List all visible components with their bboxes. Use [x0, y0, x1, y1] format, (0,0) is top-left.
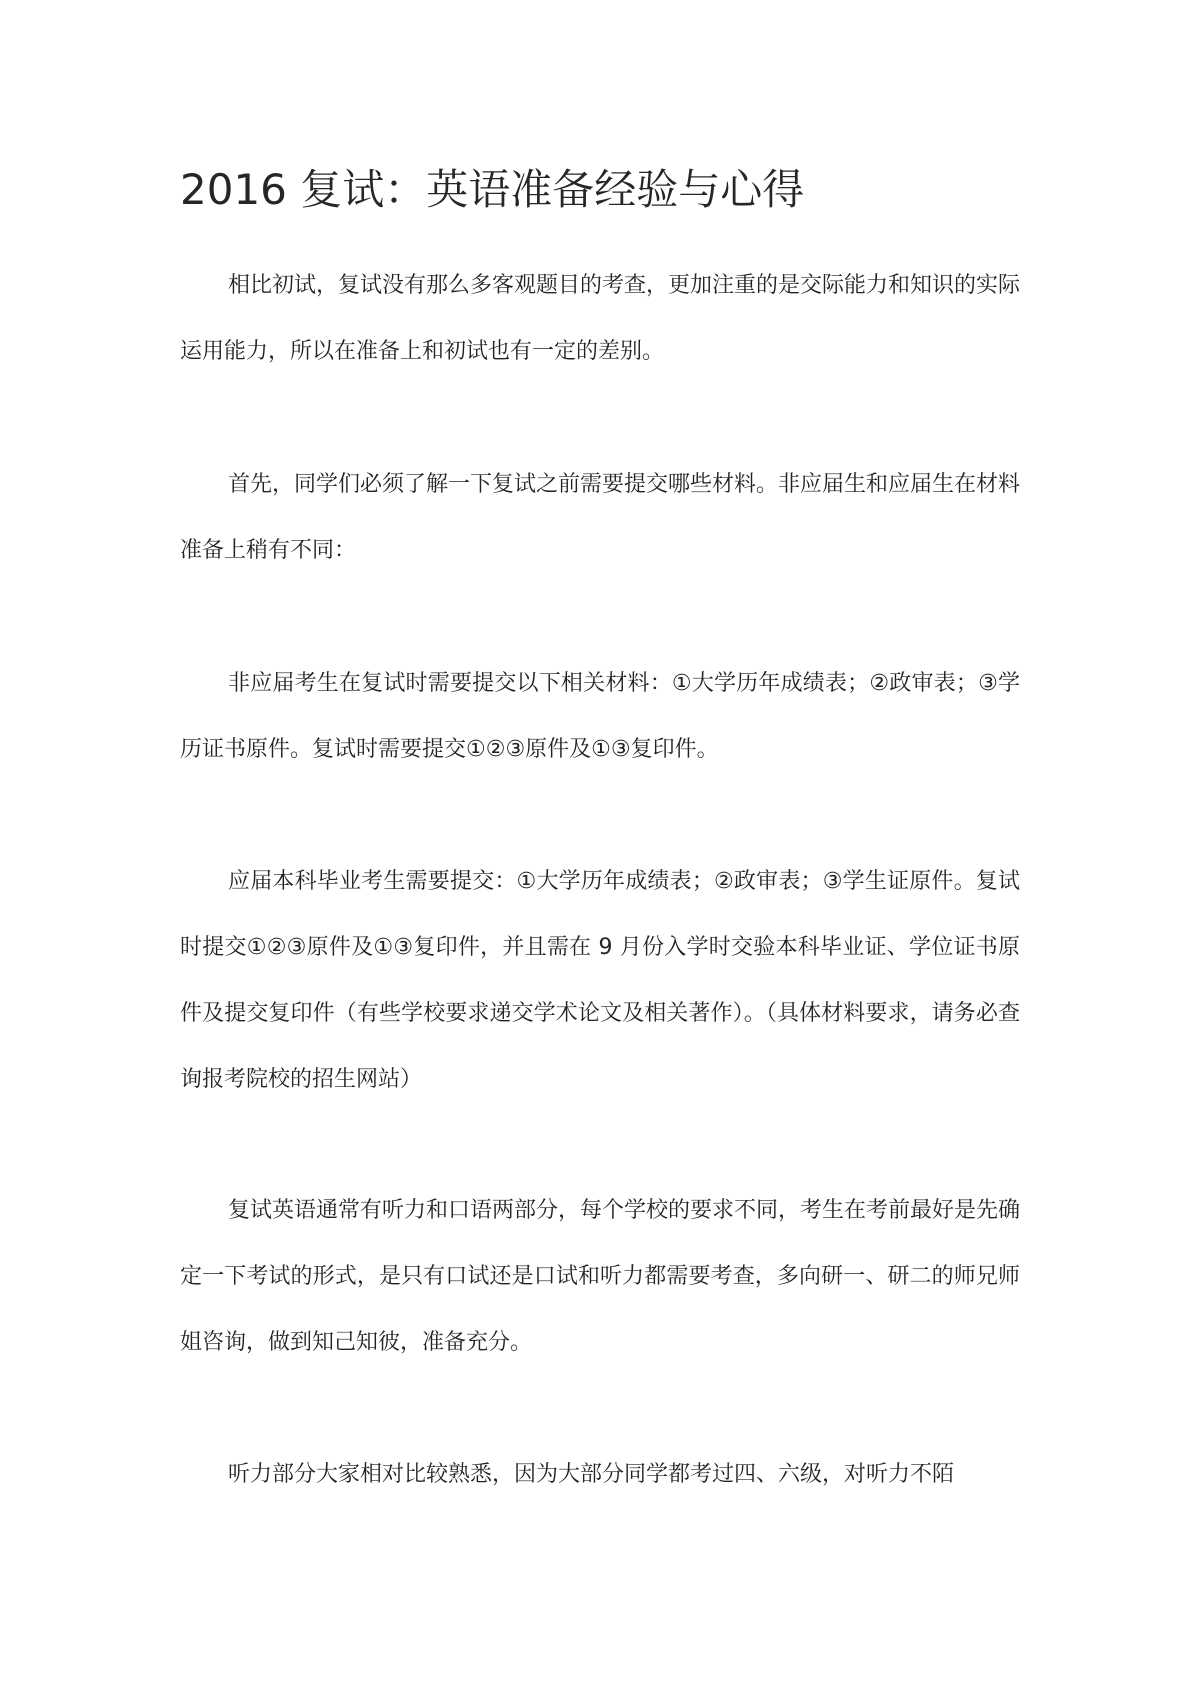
paragraph-non-graduate-materials: 非应届考生在复试时需要提交以下相关材料：①大学历年成绩表；②政审表；③学历证书原件。复试时需要提交①②③原件及①③复印件。 — [180, 671, 1020, 762]
paragraph-graduate-materials: 应届本科毕业考生需要提交：①大学历年成绩表；②政审表；③学生证原件。复试时提交①②③原件及①③复印件，并且需在 9 月份入学时交验本科毕业证、学位证书原件及提交复印件（有些学校要求递交学术论文及相关著作）。（具体材料要求，请务必查询报考院校的招生网站） — [180, 869, 1020, 1092]
paragraph-materials-overview: 首先，同学们必须了解一下复试之前需要提交哪些材料。非应届生和应届生在材料准备上稍有不同： — [180, 472, 1021, 563]
document-title: 2016 复试：英语准备经验与心得 — [180, 165, 805, 214]
paragraph-listening: 听力部分大家相对比较熟悉，因为大部分同学都考过四、六级，对听力不陌 — [228, 1462, 955, 1487]
document-page — [180, 0, 1020, 1683]
paragraph-exam-format: 复试英语通常有听力和口语两部分，每个学校的要求不同，考生在考前最好是先确定一下考试的形式，是只有口试还是口试和听力都需要考查，多向研一、研二的师兄师姐咨询，做到知己知彼，准备充分。 — [180, 1198, 1021, 1355]
paragraph-intro: 相比初试，复试没有那么多客观题目的考查，更加注重的是交际能力和知识的实际运用能力，所以在准备上和初试也有一定的差别。 — [180, 273, 1021, 364]
